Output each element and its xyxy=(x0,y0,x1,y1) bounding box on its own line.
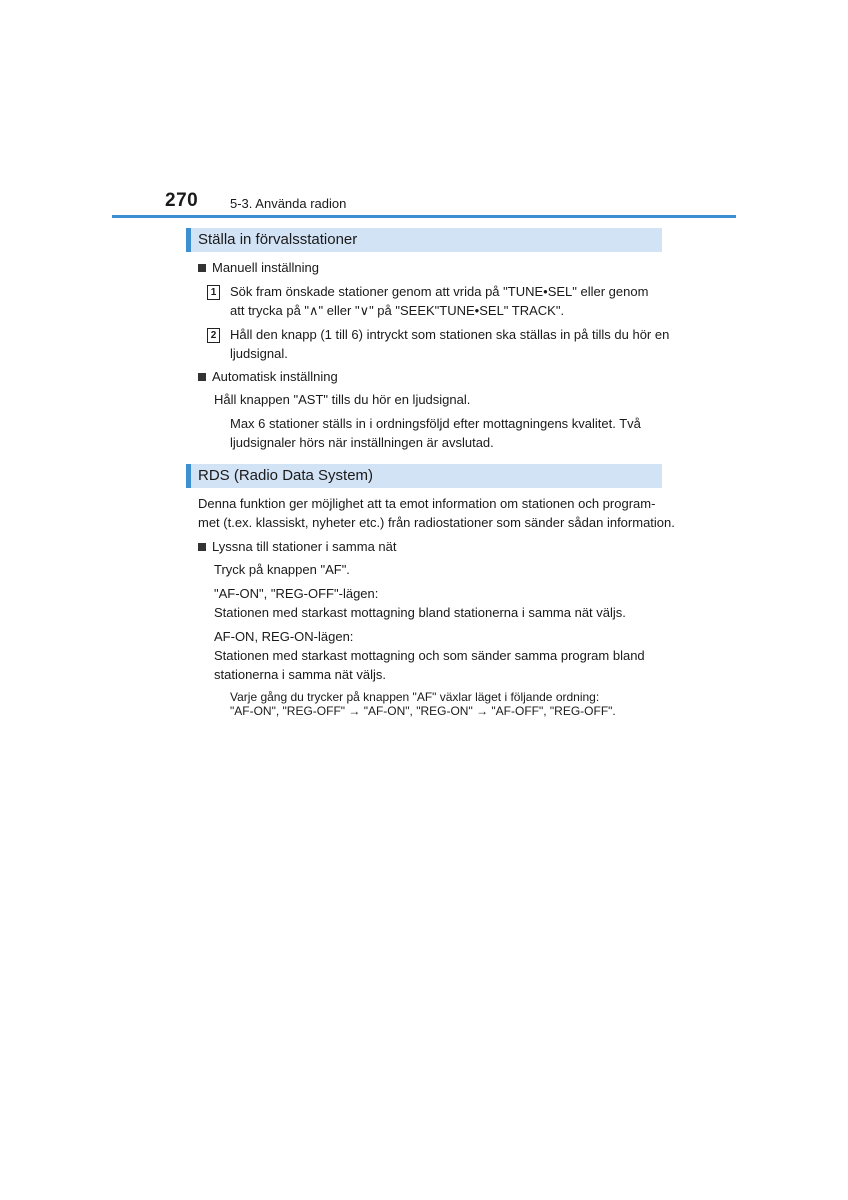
step-1-line-2: att trycka på "∧" eller "∨" på "SEEK"TUNE•SEL" TRACK". xyxy=(230,303,565,318)
auto-note-line-1: Max 6 stationer ställs in i ordningsföljd efter mottagningens kvalitet. Två xyxy=(230,416,641,431)
step-number-2: 2 xyxy=(207,328,220,343)
listen-note-line-1: Varje gång du trycker på knappen "AF" växlar läget i följande ordning: xyxy=(230,690,600,704)
step-2-line-1: Håll den knapp (1 till 6) intryckt som stationen ska ställas in på tills du hör en xyxy=(230,327,670,342)
page-number: 270 xyxy=(165,190,199,211)
listen-line-3: Stationen med starkast mottagning bland stationerna i samma nät väljs. xyxy=(214,605,626,620)
listen-note-line-2: "AF-ON", "REG-OFF" → "AF-ON", "REG-ON" → "AF-OFF", "REG-OFF". xyxy=(230,704,616,718)
section-heading-rds xyxy=(186,464,662,488)
step-2-line-2: ljudsignal. xyxy=(230,346,288,361)
subheading-manual xyxy=(198,258,319,278)
subheading-label: Manuell inställning xyxy=(212,260,319,275)
section-title: Ställa in förvalsstationer xyxy=(198,231,358,248)
section-title: RDS (Radio Data System) xyxy=(198,467,374,484)
auto-note-line-2: ljudsignaler hörs när inställningen är avslutad. xyxy=(230,435,494,450)
rds-intro-line-1: Denna funktion ger möjlighet att ta emot information om stationen och program- xyxy=(198,496,656,511)
bullet-icon xyxy=(198,543,206,551)
step-1-line-1: Sök fram önskade stationer genom att vrida på "TUNE•SEL" eller genom xyxy=(230,284,649,299)
section-heading-presets xyxy=(186,228,662,252)
auto-instruction: Håll knappen "AST" tills du hör en ljudsignal. xyxy=(214,392,471,407)
listen-line-1: Tryck på knappen "AF". xyxy=(214,562,350,577)
rds-intro-line-2: met (t.ex. klassiskt, nyheter etc.) från radiostationer som sänder sådan information. xyxy=(198,515,675,530)
step-number-1: 1 xyxy=(207,285,220,300)
listen-line-4: AF-ON, REG-ON-lägen: xyxy=(214,629,354,644)
listen-line-5: Stationen med starkast mottagning och som sänder samma program bland xyxy=(214,648,645,663)
subheading-label: Lyssna till stationer i samma nät xyxy=(212,539,397,554)
subheading-auto xyxy=(198,367,338,387)
listen-line-2: "AF-ON", "REG-OFF"-lägen: xyxy=(214,586,379,601)
bullet-icon xyxy=(198,264,206,272)
subheading-label: Automatisk inställning xyxy=(212,369,338,384)
subheading-listen xyxy=(198,537,396,557)
chapter-title: 5-3. Använda radion xyxy=(230,196,347,211)
bullet-icon xyxy=(198,373,206,381)
header-rule xyxy=(112,215,736,218)
listen-line-6: stationerna i samma nät väljs. xyxy=(214,667,386,682)
